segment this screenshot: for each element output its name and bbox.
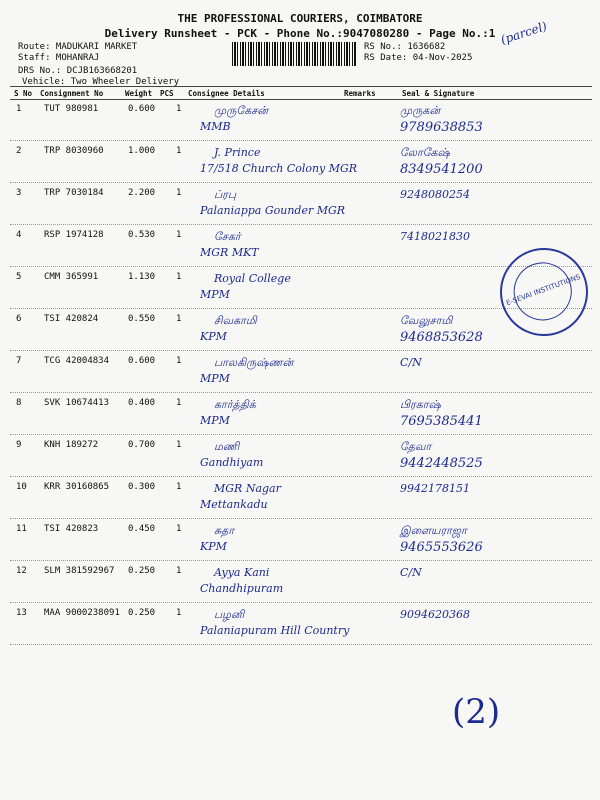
row-consignment: KRR 30160865 <box>44 482 110 492</box>
row-divider <box>10 392 592 393</box>
row-consignee-address-handwriting: MPM <box>200 372 230 385</box>
row-divider <box>10 560 592 561</box>
row-consignment: SLM 381592967 <box>44 566 115 576</box>
row-consignee-address-handwriting: Chandhipuram <box>200 582 284 595</box>
row-consignee-handwriting: சேகர் <box>214 230 241 243</box>
col-header-weight: Weight <box>125 89 153 98</box>
row-signature-handwriting: லோகேஷ் <box>400 146 450 159</box>
row-consignment: SVK 10674413 <box>44 398 110 408</box>
header-rule-top <box>10 86 592 87</box>
row-divider <box>10 434 592 435</box>
row-pcs: 1 <box>176 230 182 240</box>
row-divider <box>10 182 592 183</box>
row-sno: 9 <box>16 440 22 450</box>
col-header-signature: Seal & Signature <box>402 89 475 98</box>
col-header-pcs: PCS <box>160 89 174 98</box>
row-sno: 5 <box>16 272 22 282</box>
rs-no-label: RS No.: 1636682 <box>364 42 446 52</box>
row-consignee-handwriting: MGR Nagar <box>214 482 281 495</box>
row-signature-handwriting: C/N <box>400 356 422 369</box>
row-consignee-address-handwriting: Mettankadu <box>200 498 268 511</box>
row-signature-phone-handwriting: 9789638853 <box>400 120 483 135</box>
row-weight: 0.250 <box>128 608 156 618</box>
row-signature-handwriting: வேலுசாமி <box>400 314 453 327</box>
row-consignee-handwriting: கார்த்திக் <box>214 398 256 411</box>
row-signature-handwriting: C/N <box>400 566 422 579</box>
row-pcs: 1 <box>176 566 182 576</box>
row-weight: 0.450 <box>128 524 156 534</box>
row-consignee-handwriting: சிவகாமி <box>214 314 257 327</box>
row-signature-handwriting: முருகன் <box>400 104 441 117</box>
row-signature-handwriting: 9942178151 <box>400 482 470 495</box>
row-weight: 0.530 <box>128 230 156 240</box>
stamp-text: E-SEVAI INSTITUTIONS <box>505 272 582 308</box>
row-consignment: TSI 420824 <box>44 314 99 324</box>
row-consignee-handwriting: Ayya Kani <box>214 566 270 579</box>
row-pcs: 1 <box>176 608 182 618</box>
page-annotation: (2) <box>452 692 501 732</box>
row-weight: 0.600 <box>128 356 156 366</box>
row-divider <box>10 266 592 267</box>
parcel-annotation: (parcel) <box>499 18 549 48</box>
delivery-stamp <box>488 236 600 349</box>
row-sno: 8 <box>16 398 22 408</box>
row-divider <box>10 224 592 225</box>
header-rule-bottom <box>10 99 592 100</box>
row-sno: 2 <box>16 146 22 156</box>
row-consignee-address-handwriting: MPM <box>200 288 230 301</box>
row-pcs: 1 <box>176 440 182 450</box>
row-consignment: TRP 8030960 <box>44 146 104 156</box>
row-signature-handwriting: 9248080254 <box>400 188 470 201</box>
row-consignment: CMM 365991 <box>44 272 99 282</box>
row-pcs: 1 <box>176 524 182 534</box>
row-consignee-handwriting: மணி <box>214 440 240 453</box>
row-pcs: 1 <box>176 356 182 366</box>
row-divider <box>10 602 592 603</box>
row-consignment: MAA 9000238091 <box>44 608 120 618</box>
row-signature-phone-handwriting: 9465553626 <box>400 540 483 555</box>
row-consignment: TSI 420823 <box>44 524 99 534</box>
row-consignee-handwriting: பழனி <box>214 608 245 621</box>
row-signature-phone-handwriting: 7695385441 <box>400 414 483 429</box>
row-consignee-address-handwriting: Palaniapuram Hill Country <box>200 624 350 637</box>
row-consignee-handwriting: J. Prince <box>214 146 261 159</box>
row-divider <box>10 140 592 141</box>
row-consignee-address-handwriting: MPM <box>200 414 230 427</box>
row-signature-phone-handwriting: 9468853628 <box>400 330 483 345</box>
row-signature-phone-handwriting: 8349541200 <box>400 162 483 177</box>
row-consignee-address-handwriting: MGR MKT <box>200 246 259 259</box>
row-sno: 13 <box>16 608 27 618</box>
row-consignment: RSP 1974128 <box>44 230 104 240</box>
row-sno: 1 <box>16 104 22 114</box>
row-consignee-handwriting: பாலகிருஷ்ணன் <box>214 356 294 369</box>
col-header-consignment: Consignment No <box>40 89 104 98</box>
row-divider <box>10 644 592 645</box>
row-weight: 0.700 <box>128 440 156 450</box>
vehicle-label: Vehicle: Two Wheeler Delivery <box>22 77 180 87</box>
row-consignee-address-handwriting: 17/518 Church Colony MGR <box>200 162 358 175</box>
row-sno: 11 <box>16 524 27 534</box>
row-pcs: 1 <box>176 188 182 198</box>
row-consignee-handwriting: ப்ரபு <box>214 188 237 201</box>
row-pcs: 1 <box>176 482 182 492</box>
row-weight: 0.400 <box>128 398 156 408</box>
drs-label: DRS No.: DCJB163668201 <box>18 66 138 76</box>
row-signature-handwriting: 7418021830 <box>400 230 470 243</box>
row-consignment: TCG 42004834 <box>44 356 110 366</box>
row-consignee-handwriting: சுதா <box>214 524 235 537</box>
row-consignee-handwriting: முருகேசன் <box>214 104 269 117</box>
row-weight: 0.600 <box>128 104 156 114</box>
row-sno: 6 <box>16 314 22 324</box>
row-divider <box>10 518 592 519</box>
runsheet-title: Delivery Runsheet - PCK - Phone No.:9047080280 - Page No.:1 <box>104 27 496 40</box>
row-weight: 1.000 <box>128 146 156 156</box>
row-consignee-address-handwriting: Palaniappa Gounder MGR <box>200 204 346 217</box>
row-consignment: KNH 189272 <box>44 440 99 450</box>
row-consignment: TUT 980981 <box>44 104 99 114</box>
row-sno: 7 <box>16 356 22 366</box>
rs-date-label: RS Date: 04-Nov-2025 <box>364 53 473 63</box>
row-pcs: 1 <box>176 272 182 282</box>
row-signature-handwriting: பிரகாஷ் <box>400 398 441 411</box>
row-signature-handwriting: தேவா <box>400 440 432 453</box>
barcode <box>232 42 356 66</box>
row-sno: 3 <box>16 188 22 198</box>
row-consignee-address-handwriting: MMB <box>200 120 231 133</box>
row-weight: 0.550 <box>128 314 156 324</box>
col-header-sno: S No <box>14 89 33 98</box>
row-consignee-handwriting: Royal College <box>214 272 291 285</box>
row-consignee-address-handwriting: KPM <box>200 330 227 343</box>
row-weight: 0.250 <box>128 566 156 576</box>
row-weight: 2.200 <box>128 188 156 198</box>
row-consignee-address-handwriting: KPM <box>200 540 227 553</box>
col-header-consignee: Consignee Details <box>188 89 265 98</box>
row-weight: 0.300 <box>128 482 156 492</box>
row-weight: 1.130 <box>128 272 156 282</box>
row-pcs: 1 <box>176 146 182 156</box>
row-signature-phone-handwriting: 9442448525 <box>400 456 483 471</box>
row-sno: 10 <box>16 482 27 492</box>
col-header-remarks: Remarks <box>344 89 376 98</box>
row-divider <box>10 350 592 351</box>
row-divider <box>10 476 592 477</box>
row-consignee-address-handwriting: Gandhiyam <box>200 456 264 469</box>
row-sno: 12 <box>16 566 27 576</box>
row-signature-handwriting: 9094620368 <box>400 608 470 621</box>
row-consignment: TRP 7030184 <box>44 188 104 198</box>
row-signature-handwriting: இளையராஜா <box>400 524 467 537</box>
row-pcs: 1 <box>176 314 182 324</box>
row-pcs: 1 <box>176 398 182 408</box>
row-pcs: 1 <box>176 104 182 114</box>
company-title: THE PROFESSIONAL COURIERS, COIMBATORE <box>177 12 423 25</box>
row-sno: 4 <box>16 230 22 240</box>
staff-label: Staff: MOHANRAJ <box>18 53 100 63</box>
route-label: Route: MADUKARI MARKET <box>18 42 138 52</box>
